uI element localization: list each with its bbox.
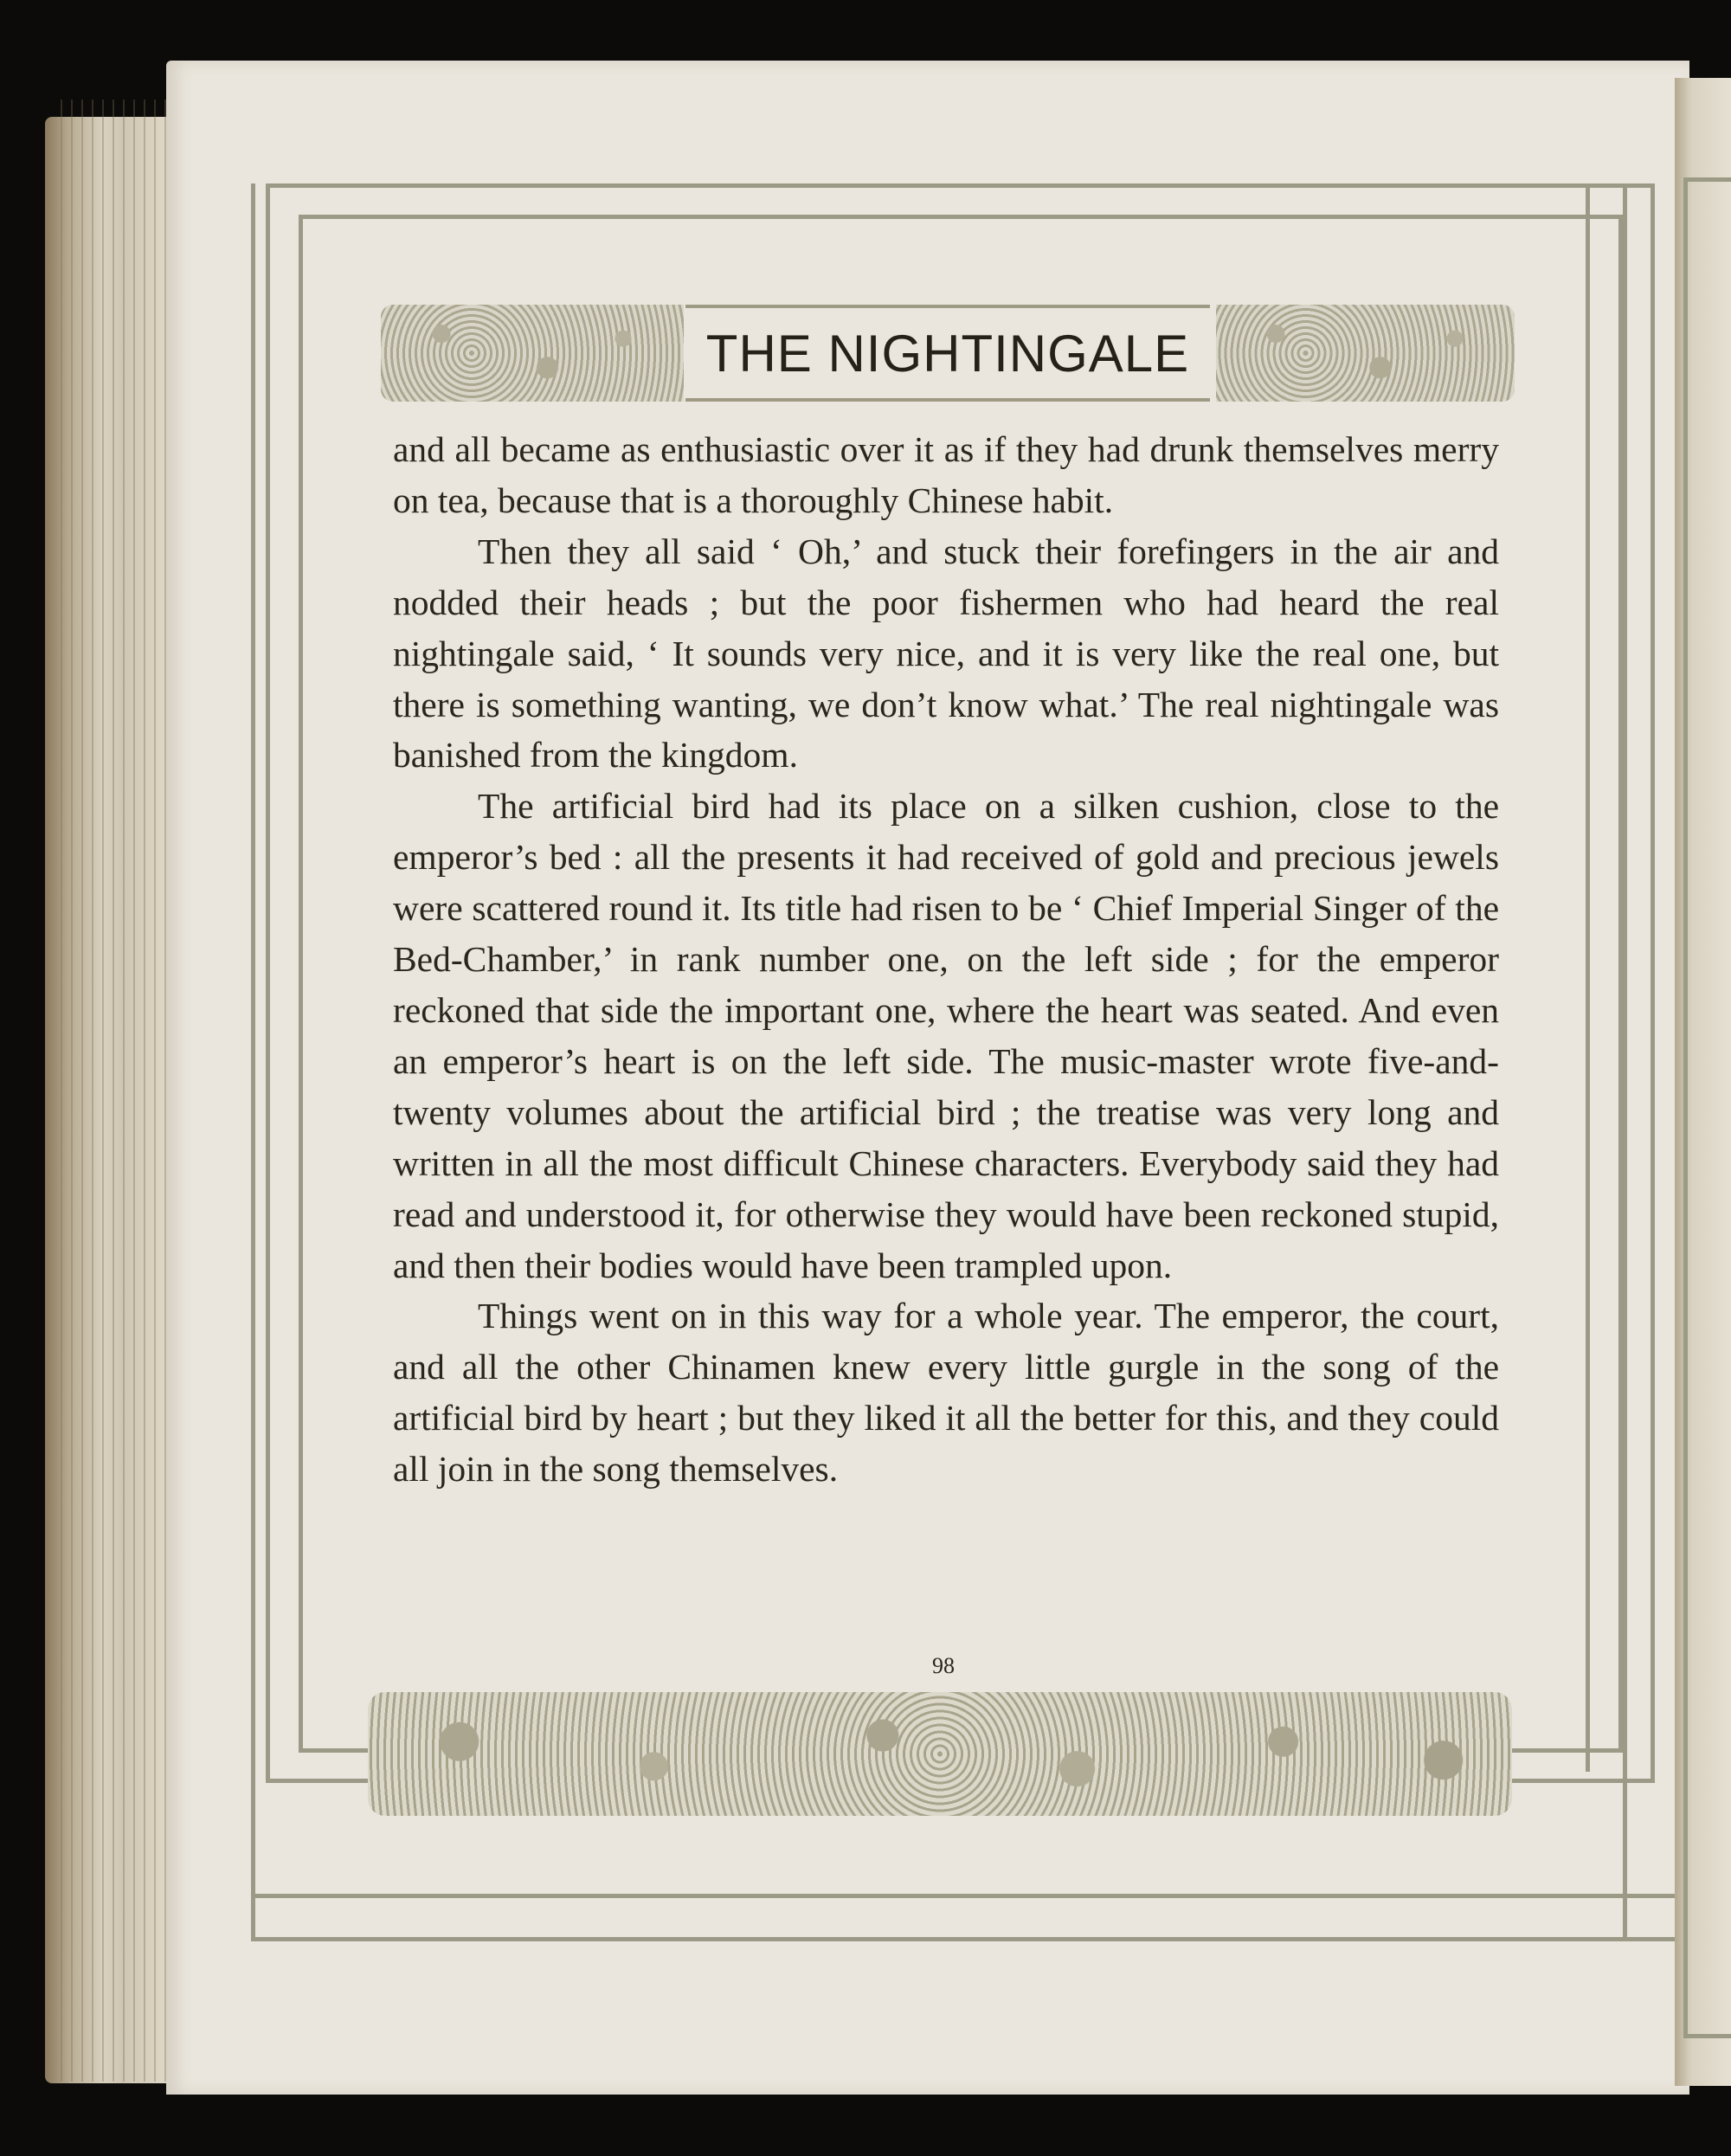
header-title-box bbox=[685, 305, 1210, 402]
body-text bbox=[393, 424, 1499, 1495]
page-number: 98 bbox=[932, 1653, 955, 1678]
floral-ornament-left bbox=[381, 305, 684, 402]
header-ornament-band bbox=[381, 305, 1515, 402]
paragraph-3: The artificial bird had its place on a silken cushion, close to the emperor’s bed : all the presents it had received of gold and precious jewels were scattered round it. Its title had risen to be ‘ Chief Imperial Singer of the Bed-Chamber,’ in rank number one, on the left side ; for the emperor reckoned that side the important one, where the heart was seated. And even an emperor’s heart is on the left side. The music-master wrote five-and-twenty volumes about the artificial bird ; the treatise was very long and written in all the most difficult Chinese characters. Everybody said they had read and understood it, for otherwise they would have been reckoned stupid, and then their bodies would have been trampled upon. bbox=[393, 786, 1499, 1285]
border-line-left bbox=[251, 183, 255, 1940]
footer-floral-ornament bbox=[368, 1692, 1512, 1816]
paragraph-2: Then they all said ‘ Oh,’ and stuck their forefingers in the air and nodded their heads ; but the poor fishermen who had heard the real nightingale said, ‘ It sounds very nice, and it is very like the real one, but there is something wanting, we don’t know what.’ The real nightingale was banished from the kingdom. bbox=[393, 531, 1499, 776]
border-line-bottom bbox=[251, 1937, 1675, 1941]
facing-page-edge bbox=[1675, 78, 1731, 2086]
page-title: THE NIGHTINGALE bbox=[705, 324, 1190, 383]
page-edge-lines bbox=[61, 100, 173, 2082]
facing-page-border bbox=[1683, 177, 1731, 2038]
border-line-bottom-inner bbox=[251, 1894, 1675, 1898]
border-line-right-inner bbox=[1586, 186, 1590, 1772]
floral-ornament-right bbox=[1216, 305, 1515, 402]
paragraph-1: and all became as enthusiastic over it as if they had drunk themselves merry on tea, because that is a thoroughly Chinese habit. bbox=[393, 429, 1499, 520]
paragraph-4: Things went on in this way for a whole year. The emperor, the court, and all the other Chinamen knew every little gurgle in the song of the artificial bird by heart ; but they liked it all the better for this, and they could all join in the song themselves. bbox=[393, 1296, 1499, 1490]
